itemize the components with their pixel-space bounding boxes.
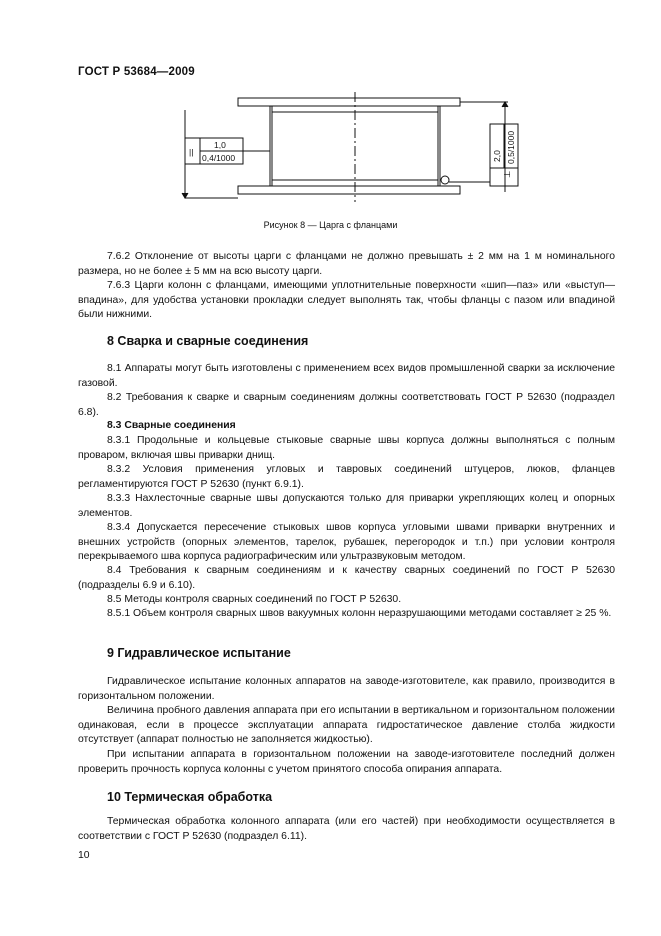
paragraph-7-6-3: 7.6.3 Царги колонн с фланцами, имеющими уплотнительные поверхности «шип—паз» или «выступ—впадина», для удобства установки прокладки следует выполнять так, чтобы фланцы с пазом или впадиной были нижними. bbox=[78, 280, 615, 321]
paragraph-10: Термическая обработка колонного аппарата (или его частей) при необходимости осуществляется в соответствии с ГОСТ Р 52630 (подраздел 6.11). bbox=[78, 816, 615, 842]
document-header: ГОСТ Р 53684—2009 bbox=[78, 66, 195, 78]
right-tol-value-top: 2,0 bbox=[492, 150, 502, 162]
section-8-heading: 8 Сварка и сварные соединения bbox=[107, 334, 309, 348]
perpendicularity-symbol: ⊥ bbox=[502, 170, 512, 178]
paragraph-9-b: Величина пробного давления аппарата при его испытании в вертикальном и горизонтальном положении одинаковая, если в процессе эксплуатации аппарата гидростатическое давление столба жидкости отсутствует (аппарат полностью не заполняется жидкостью). bbox=[78, 705, 615, 746]
paragraph-8-3-3: 8.3.3 Нахлесточные сварные швы допускаются только для приварки укрепляющих колец и опорных элементов. bbox=[78, 493, 615, 519]
left-tol-value-bottom: 0,4/1000 bbox=[202, 153, 236, 163]
paragraph-8-4: 8.4 Требования к сварным соединениям и к качеству сварных соединений по ГОСТ Р 52630 (подразделы 6.9 и 6.10). bbox=[78, 565, 615, 591]
paragraph-9-a: Гидравлическое испытание колонных аппаратов на заводе-изготовителе, как правило, производится в горизонтальном положении. bbox=[78, 676, 615, 702]
figure-caption: Рисунок 8 — Царга с фланцами bbox=[263, 220, 398, 230]
paragraph-8-2: 8.2 Требования к сварке и сварным соединениям должны соответствовать ГОСТ Р 52630 (подраздел 6.8). bbox=[78, 392, 615, 418]
paragraph-8-3-4: 8.3.4 Допускается пересечение стыковых швов корпуса угловыми швами приварки внутренних и внешних устройств (опорных элементов, тарелок, рубашек, перегородок и т.п.) при условии контроля перекрываемого шва корпуса радиографическим или ультразвуковым методом. bbox=[78, 522, 615, 563]
right-tol-value-bottom: 0,5/1000 bbox=[506, 130, 516, 164]
paragraph-8-3-2: 8.3.2 Условия применения угловых и тавровых соединений штуцеров, люков, фланцев регламентируются ГОСТ Р 52630 (пункт 6.9.1). bbox=[78, 464, 615, 490]
paragraph-9-c: При испытании аппарата в горизонтальном положении на заводе-изготовителе последний должен проверить прочность корпуса колонны с учетом принятого способа опирания аппарата. bbox=[78, 749, 615, 775]
section-9-heading: 9 Гидравлическое испытание bbox=[107, 646, 291, 660]
left-tol-value-top: 1,0 bbox=[214, 140, 226, 150]
paragraph-8-3-1: 8.3.1 Продольные и кольцевые стыковые сварные швы корпуса должны выполняться с полным проваром, включая швы приварки днищ. bbox=[78, 435, 615, 461]
paragraph-8-1: 8.1 Аппараты могут быть изготовлены с применением всех видов промышленной сварки за исключение газовой. bbox=[78, 363, 615, 389]
subsection-8-3-heading: 8.3 Сварные соединения bbox=[107, 420, 236, 431]
figure-8-drawing bbox=[180, 90, 520, 210]
top-flange bbox=[238, 98, 460, 106]
parallelism-symbol: || bbox=[189, 147, 194, 157]
section-10-heading: 10 Термическая обработка bbox=[107, 790, 273, 804]
paragraph-7-6-2: 7.6.2 Отклонение от высоты царги с фланцами не должно превышать ± 2 мм на 1 м номинального размера, но не более ± 5 мм на всю высоту царги. bbox=[78, 251, 615, 277]
page-number: 10 bbox=[78, 850, 90, 861]
paragraph-8-5: 8.5 Методы контроля сварных соединений по ГОСТ Р 52630. bbox=[107, 594, 402, 605]
bottom-flange bbox=[238, 186, 460, 194]
paragraph-8-5-1: 8.5.1 Объем контроля сварных швов вакуумных колонн неразрушающими методами составляет ≥ 25 %. bbox=[107, 608, 612, 619]
